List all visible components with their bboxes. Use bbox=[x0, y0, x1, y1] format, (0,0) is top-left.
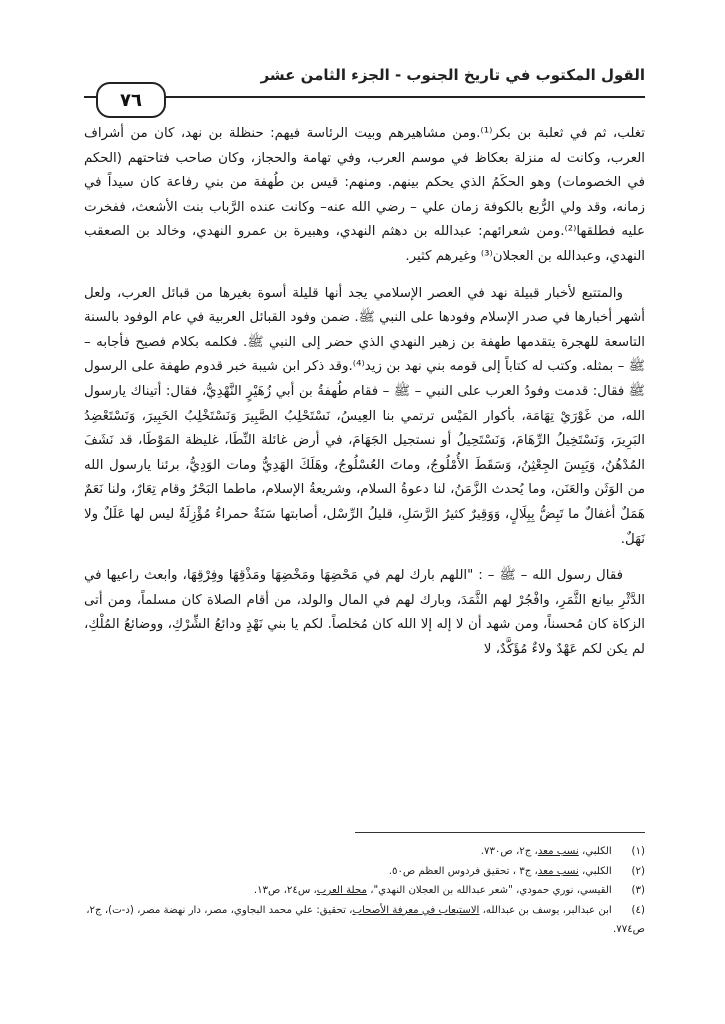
footnote-text: ، س٢٤، ص١٣. bbox=[253, 885, 317, 896]
footnote-text: ، تحقيق: علي محمد البجاوي، مصر، دار نهضة مصر، (د-ت)، ج٢، ص٧٧٤. bbox=[86, 904, 645, 935]
running-title: القول المكتوب في تاريخ الجنوب - الجزء الثامن عشر bbox=[260, 66, 645, 84]
footnote-title: نسب معد bbox=[537, 865, 579, 877]
footnote-rule bbox=[355, 832, 645, 833]
footnote-title: مجلة العرب bbox=[316, 885, 367, 896]
footnote bbox=[84, 881, 645, 901]
footnote-number: (١) bbox=[631, 846, 645, 857]
paragraph: تغلب، ثم في ثعلبة بن بكر⁽¹⁾.ومن مشاهيرهم وبيت الرئاسة فيهم: حنظلة بن نهد، كان من أشراف العرب، وكانت له منزلة بعكاظ في موسم العرب، وفي تهامة والحجاز، وكان صاحب فتاحتهم (الحكم في الخصومات) وهو الحكَمُ الذي يحكم بينهم. ومنهم: قيس بن طُهفة من بني رفاعة كان سيداً في زمانه، وقد ولي الرُّبع بالكوفة زمان علي – رضي الله عنه– وكانت عنده الرَّباب بنت الأشعث، ففخرت عليه فطلقها⁽²⁾.ومن شعرائهم: عبدالله بن دهثم النهدي، وهبيرة بن عمرو النهدي، وخالد بن الصعقب النهدي، وعبدالله بن العجلان⁽³⁾ وغيرهم كثير. bbox=[84, 126, 645, 264]
footnote-title: نسب معد bbox=[537, 846, 579, 857]
footnote-text: ، ج٣ ، تحقيق فردوس العظم ص٥٠. bbox=[388, 865, 538, 877]
footnote-number: (٣) bbox=[631, 885, 645, 896]
footnote-text: القيسي، نوري حمودي، "شعر عبدالله بن العجلان النهدي"، bbox=[366, 885, 612, 896]
footnote-text: الكلبي، bbox=[578, 865, 612, 877]
footnote-number: (٤) bbox=[631, 904, 645, 916]
paragraph: فقال رسول الله – ﷺ – : "اللهم بارك لهم في مَحْضِهَا ومَخْضِهَا ومَذْقِهَا وفِرْقِهَا، وابعث راعيها في الدَّثْرِ بيانع الثَّمَرِ، وافْجُرْ لهم الثَّمَدَ، وبارك لهم في المال والولد، من أقام الصلاة كان مسلماً، ومن أتى الزكاة كان مُحسناً، ومن شهد أن لا إله إلا الله كان مُخلصاً. لكم يا بني نَهْدٍ ودائعُ الشِّرْكِ، ووضائعُ المُلْكِ، لم يكن لكم عَهْدٌ ولاءٌ مُؤَكَّدٌ، لا bbox=[84, 568, 645, 657]
footnote-text: ابن عبدالبر، يوسف بن عبدالله، bbox=[479, 904, 612, 916]
page-number: ٧٦ bbox=[96, 82, 166, 118]
footnote bbox=[84, 862, 645, 882]
footnote-title: الاستيعاب في معرفة الأصحاب bbox=[352, 904, 480, 916]
footnote bbox=[84, 842, 645, 862]
footnote-text: الكلبي، bbox=[578, 846, 612, 857]
footnote bbox=[84, 901, 645, 940]
footnote-text: ، ج٢، ص٧٣٠. bbox=[480, 846, 538, 857]
paragraph: والمتتبع لأخبار قبيلة نهد في العصر الإسلامي يجد أنها قليلة أسوة بغيرها من قبائل العرب، ولعل أشهر أخبارها في صدر الإسلام وفودها على النبي ﷺ. ضمن وفود القبائل العربية في عام الوفود بالسنة التاسعة للهجرة يتقدمها طهفة بن زهير النهدي الذي حضر إلى النبي ﷺ. فكلمه بكلام فصيح فأجابه – ﷺ – بمثله. وكتب له كتاباً إلى قومه بني نهد بن زيد⁽⁴⁾.وقد ذكر ابن شيبة خبر قدوم طهفة على الرسول ﷺ فقال: قدمت وفودُ العرب على النبي – ﷺ – فقام طُهفةُ بن أبي زُهَيْرٍ النَّهْدِيُّ، فقال: أتيناك يارسول الله، من غَوْرَيْ تِهَامَة، بأكوار المَيْس ترتمي بنا العِيسُ، نَسْتَحْلِبُ الصَّبِيرَ وَنَسْتَخْلِبُ الخَبِيرَ، وَنَسْتَعْضِدُ البَرِيرَ، وَنَسْتَخِيلُ الرِّهَامَ، وَنَسْتَحِيلُ أو نستجيل الجَهَامَ، في أرض غائلة النِّطَا، غليظة المَوْطَا، قد نَشَفَ المُدْهُنُ، وَيَبِسَ الجِعْثِنُ، وَسَقَطَ الأُمْلُوجُ، وماتَ العُسْلُوجُ، وهَلَكَ الهَدِيُّ ومات الوَدِيُّ، برئنا يارسول الله من الوَثَن والعَنَن، وما يُحدث الزَّمَنُ، لنا دعوةُ السلام، وشريعةُ الإسلام، ماطما البَحْرُ وقام تِعَارٌ، ولنا نَعَمٌ هَمَلٌ أغفالٌ ما تَبِضُّ بِبِلَالٍ، وَوَقِيرٌ كثيرُ الرَّسَلِ، قليلُ الرِّسْل، أصابتها سَنَةٌ حمراءُ مُؤْزِلَةٌ ليس لها عَلَلٌ ولا نَهَلٌ. bbox=[84, 285, 645, 547]
body-text bbox=[84, 122, 645, 674]
footnotes bbox=[84, 842, 645, 940]
footnote-number: (٢) bbox=[631, 865, 645, 877]
header-rule bbox=[84, 96, 645, 98]
